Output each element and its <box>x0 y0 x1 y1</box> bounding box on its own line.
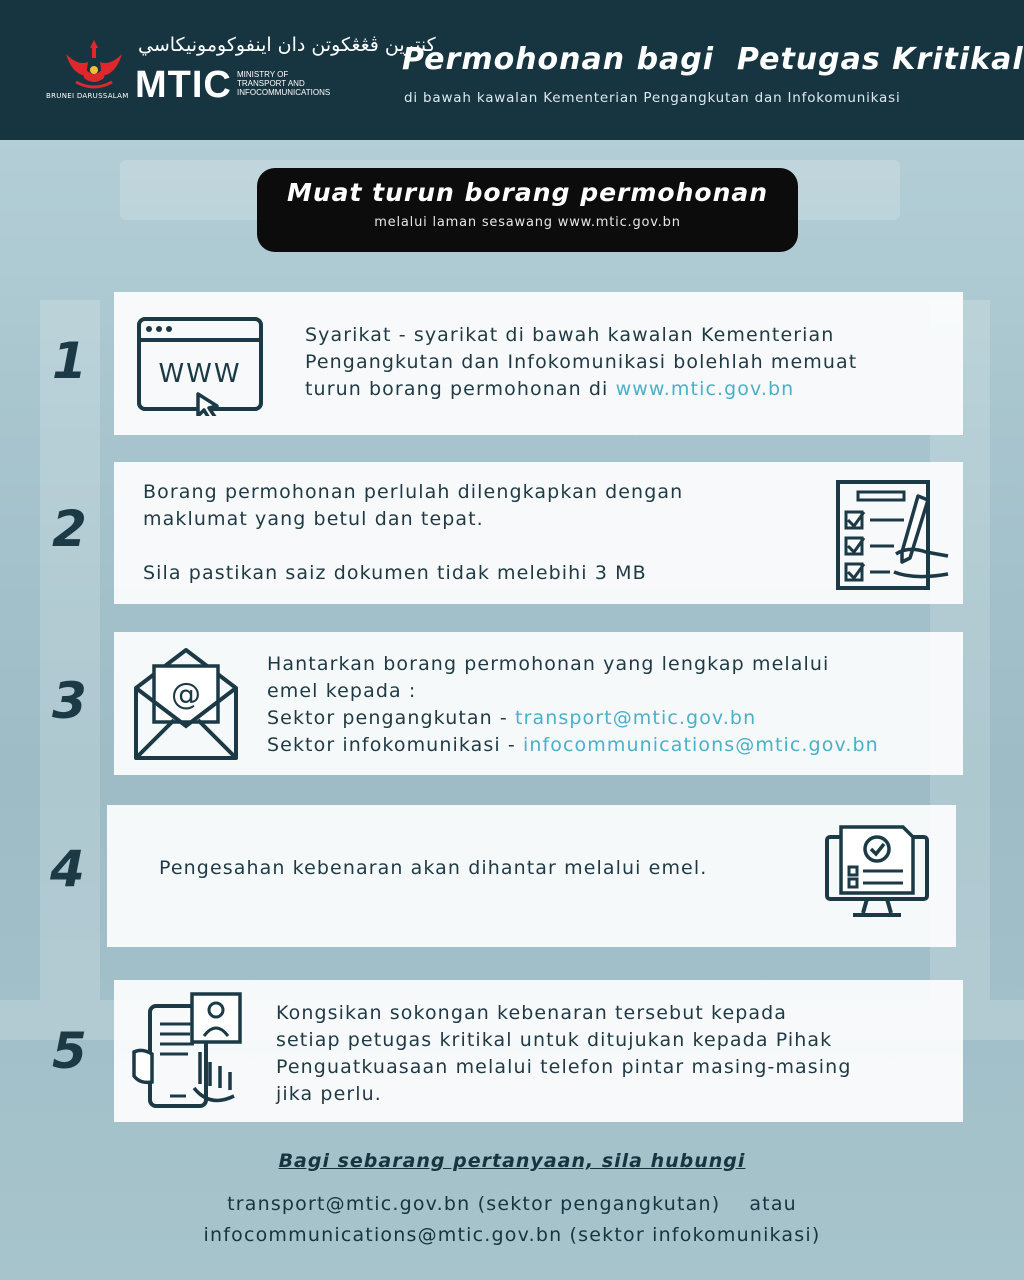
footer-title: Bagi sebarang pertanyaan, sila hubungi <box>278 1150 746 1172</box>
ministry-line-2: TRANSPORT AND <box>237 79 305 88</box>
step-2-text <box>143 479 823 587</box>
transport-email-link[interactable]: transport@mtic.gov.bn <box>515 707 757 729</box>
step-3-transport-line <box>267 705 957 732</box>
banner-subtitle: melalui laman sesawang www.mtic.gov.bn <box>374 215 681 230</box>
www-browser-icon <box>136 316 264 416</box>
step-1-line-2: Pengangkutan dan Infokomunikasi bolehlah memuat <box>305 351 858 373</box>
step-2-line-2: maklumat yang betul dan tepat. <box>143 508 484 530</box>
step-4-card <box>107 805 956 947</box>
download-banner <box>257 168 798 252</box>
step-2-line-3: Sila pastikan saiz dokumen tidak melebihi 3 MB <box>143 562 647 584</box>
step-5-card <box>114 980 963 1122</box>
step-2-number: 2 <box>52 500 87 558</box>
transport-label: Sektor pengangkutan - <box>267 707 516 729</box>
ministry-line-3: INFOCOMMUNICATIONS <box>237 88 331 97</box>
step-5-line-3: Penguatkuasaan melalui telefon pintar masing-masing <box>276 1056 852 1078</box>
step-5-line-4: jika perlu. <box>276 1083 382 1105</box>
smartphone-share-icon <box>130 992 246 1110</box>
info-email-link[interactable]: infocommunications@mtic.gov.bn <box>522 734 879 756</box>
banner-title: Muat turun borang permohonan <box>286 178 769 207</box>
step-2-card <box>114 462 963 604</box>
brand-jawi: كنترين ڤڠڠكوتن دان اينفوكومونيكاسي <box>138 34 436 56</box>
step-3-number: 3 <box>52 672 87 730</box>
step-2-line-1: Borang permohonan perlulah dilengkapkan dengan <box>143 481 684 503</box>
page-subtitle: di bawah kawalan Kementerian Pengangkutan dan Infokomunikasi <box>404 90 901 106</box>
footer-contact-info: infocommunications@mtic.gov.bn (sektor infokomunikasi) <box>203 1224 821 1246</box>
step-3-info-line <box>267 732 957 759</box>
step-5-line-1: Kongsikan sokongan kebenaran tersebut kepada <box>276 1002 788 1024</box>
step-5-number: 5 <box>52 1022 87 1080</box>
step-3-line-1: Hantarkan borang permohonan yang lengkap melalui <box>267 653 830 675</box>
step-5-text <box>276 1000 956 1108</box>
step-5-line-2: setiap petugas kritikal untuk ditujukan kepada Pihak <box>276 1029 833 1051</box>
step-1-card <box>114 292 963 435</box>
brand-logo-text: MTIC <box>135 64 232 106</box>
ministry-line-1: MINISTRY OF <box>237 70 289 79</box>
info-label: Sektor infokomunikasi - <box>267 734 523 756</box>
step-1-line-3-prefix: turun borang permohonan di <box>305 378 616 400</box>
step-3-line-2: emel kepada : <box>267 680 417 702</box>
svg-text:WWW: WWW <box>158 359 242 389</box>
checklist-form-icon <box>834 476 952 592</box>
country-label: BRUNEI DARUSSALAM <box>46 92 129 100</box>
brunei-crest-icon <box>58 36 130 94</box>
header-bar <box>0 0 1024 140</box>
step-3-card <box>114 632 963 775</box>
mtic-website-link[interactable]: www.mtic.gov.bn <box>615 378 795 400</box>
step-1-text <box>305 322 955 403</box>
page-title: Permohonan bagi Petugas Kritikal <box>402 42 1024 77</box>
ministry-label <box>237 70 357 97</box>
step-1-number: 1 <box>52 332 87 390</box>
monitor-approval-icon <box>823 823 931 919</box>
email-envelope-icon <box>132 644 240 762</box>
step-3-text <box>267 651 957 759</box>
svg-text:@: @ <box>171 677 201 712</box>
step-4-number: 4 <box>50 840 85 898</box>
footer-contact-transport: transport@mtic.gov.bn (sektor pengangkutan) atau <box>227 1193 797 1215</box>
step-4-text: Pengesahan kebenaran akan dihantar melalui emel. <box>159 857 708 879</box>
step-1-line-1: Syarikat - syarikat di bawah kawalan Kementerian <box>305 324 835 346</box>
step-1-line-3 <box>305 376 955 403</box>
